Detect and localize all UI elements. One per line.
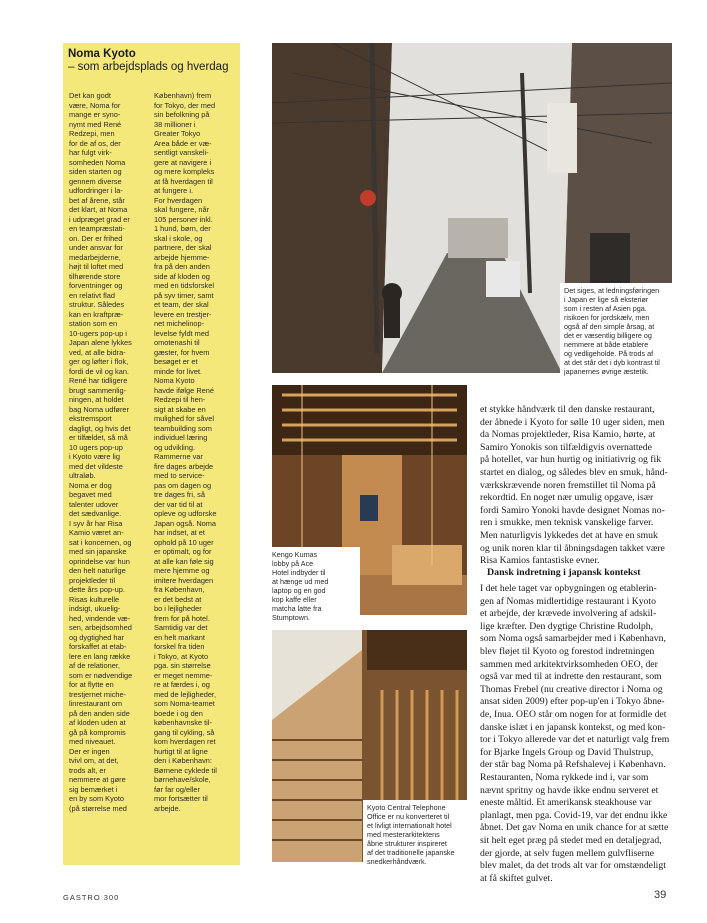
sidebar-subtitle: – som arbejdsplads og hverdag xyxy=(68,61,229,73)
article-paragraph-1: et stykke håndværk til den danske restaurant, der åbnede i Kyoto for sølle 10 uger siden, men da Nomas projektleder, Risa Kamio, hørte, at Samiro Yonokis son tilfældigvis overnattede på hotellet, var hun hurtig og initiativrig og fik startet en dialog, og således blev en smuk, hånd- værkskrævende noren fremstillet til Noma på rekordtid. En noget nær umulig opgave, især fordi Samiro Yonoki havde designet Nomas no- ren i smukke, men teknisk vanskelige farver. Men naturligvis lykkedes det at have en smuk og unik noren klar til åbningsdagen takket være Risa Kamios fantastiske evner. xyxy=(480,404,668,567)
article-paragraph-3: Restauranten, Noma rykkede ind i, var som nævnt spritny og havde ikke endnu serveret et eneste måltid. Et amerikansk steakhouse var planlagt, men pga. Covid-19, var det endnu ikke åbnet. Det gav Noma en unik chance for at sætte sit helt eget præg på stedet med en detaljegrad, der gjorde, at selv fugen mellem gulvfliserne blev malet, da det trods alt var for omstændeligt at få skiftet gulvet. xyxy=(480,772,669,884)
sidebar-box xyxy=(63,43,240,865)
sidebar-title xyxy=(68,48,240,74)
street-photo-caption: Det siges, at ledningsføringen i Japan er lige så eksteriør som i resten af Asien pga. risikoen for jordskælv, men også af den simple årsag, at det er væsentlig billigere og nemmere at både etablere og vedligeholde. På trods af at det står det i dyb kontrast til japanernes øvrige æstetik. xyxy=(560,283,676,379)
magazine-name: GASTRO 300 xyxy=(63,893,120,902)
stairs-photo-caption: Kyoto Central Telephone Office er nu konverteret til et livligt internationalt hotel med mesterarkitektens åbne strukturer inspireret af det traditionelle japanske snedkerhåndværk. xyxy=(363,800,481,869)
sidebar-column-2: København) frem for Tokyo, der med sin befolkning på 38 millioner i Greater Tokyo Area både er væ- sentligt vanskeli- gere at navigere i og mere kompleks at få hverdagen til at fungere i. For hverdagen skal fungere, når 105 personer inkl. 1 hund, børn, der skal i skole, og partnere, der skal arbejde hjemme- fra på den anden side af kloden og med en tidsforskel på syv timer, samt et team, der skal levere en trestjer- net michelinop- levelse fyldt med omotenashi til gæster, for hvem besøget er et minde for livet. Noma Kyoto havde ifølge René Redzepi til hen- sigt at skabe en mulighed for såvel teambuilding som individuel læring og udvikling. Rammerne var fire dages arbejde med to service- pas om dagen og tre dages fri, så der var tid til at opleve og udforske Japan også. Noma har indset, at et ophold på 10 uger er optimalt, og for at alle kan føle sig mere hjemme og imitere hverdagen fra København, er det bedst at bo i lejligheder frem for på hotel. Samtidig var det en helt markant forskel fra tiden i Tokyo, at Kyoto pga. sin størrelse er meget nemme- re at færdes i, og med de lejligheder, som Noma-teamet boede i og den københavnske til- gang til cykling, så kom hverdagen ret hurtigt til at ligne den i København: Børnene cyklede til børnehave/skole, før far og/eller mor fortsætter til arbejde. xyxy=(154,91,217,813)
sidebar-column-1: Det kan godt være, Noma for mange er syno- nymt med René Redzepi, men for de af os, der har fulgt virk- somheden Noma siden starten og gennem diverse udfordringer i la- bet af årene, står det klart, at Noma i udpræget grad er en teampræstati- on. Der er frihed under ansvar for medarbejderne, højt til loftet med tilhørende store forventninger og en relativt flad struktur. Således kan en kraftpræ- station som en 10-ugers pop-up i Japan alene lykkes ved, at alle bidra- ger og løfter i flok, fordi de vil og kan. René har tidligere brugt sammenlig- ningen, at holdet bag Noma udfører ekstremsport dagligt, og hvis det er tilfældet, så må 10 ugers pop-up i Kyoto være lig med det vildeste ultraløb. Noma er dog begavet med talenter udover det sædvanlige. I syv år har Risa Kamio været an- sat i koncernen, og med sin japanske oprindelse var hun den helt naturlige projektleder til dette års pop-up. Risas kulturelle indsigt, ukuelig- hed, vindende væ- sen, arbejdsomhed og dygtighed har forskaffet at etab- lere en lang række af de relationer, som er nødvendige for at flytte en trestjernet miche- linrestaurant om på den anden side af kloden uden at gå på kompromis med niveauet. Der er ingen tvivl om, at det, trods alt, er nemmere at gøre sig bemærket i en by som Kyoto (på størrelse med xyxy=(69,91,133,813)
article-subheading: Dansk indretning i japansk kontekst xyxy=(487,567,641,578)
page-number: 39 xyxy=(654,889,667,901)
article-paragraph-2: I det hele taget var opbygningen og etablerin- gen af Nomas midlertidige restaurant i Kyoto et arbejde, der krævede involvering af adskil- lige kræfter. Den dygtige Christine Rudolph, som Noma også samarbejder med i København, blev fløjet til Kyoto og forestod indretningen sammen med arkitektvirksomheden OEO, der også var med til at indrette den restaurant, som Thomas Frebel (nu creative director i Noma og ansat siden 2009) efter pop-up'en i Tokyo åbne- de, Inua. OEO står om nogen for at formidle det danske islæt i en japansk kontekst, og med kon- tor i Tokyo allerede var det et naturligt valg frem for Bjarke Ingels Group og David Thulstrup, der står bag Noma på Refshalevej i København. xyxy=(480,583,670,771)
lobby-photo-caption: Kengo Kumas lobby på Ace Hotel indbyder til at hænge ud med laptop og en god kop kaffe eller matcha latte fra Stumptown. xyxy=(268,547,360,625)
sidebar-title-main: Noma Kyoto xyxy=(68,48,136,60)
